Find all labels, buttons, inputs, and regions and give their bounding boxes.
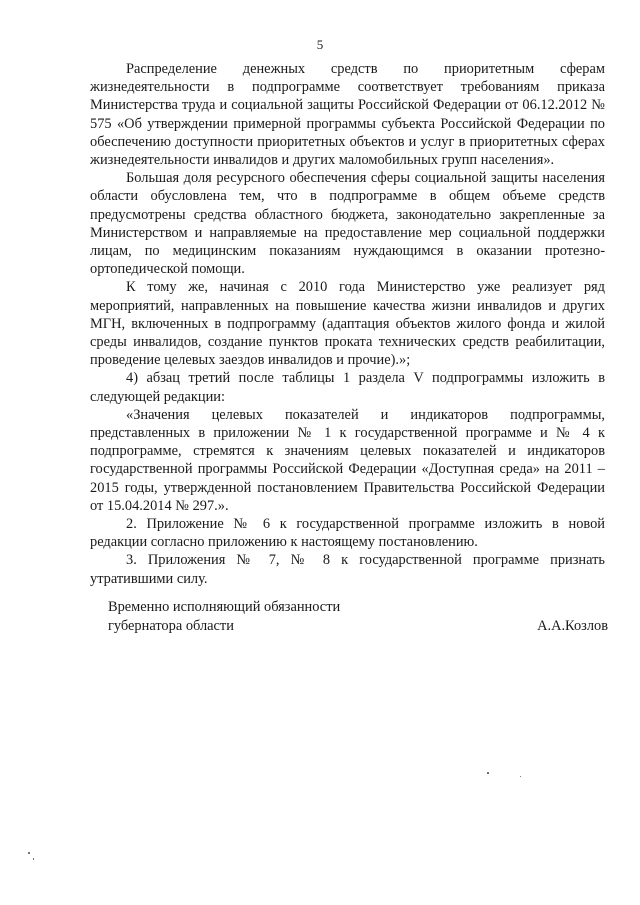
paragraph-item-2: 2. Приложение № 6 к государственной программе изложить в новой редакции согласно приложению к настоящему постановлению. [90, 516, 605, 551]
paragraph-item-3: 3. Приложения № 7, № 8 к государственной программе признать утратившими силу. [90, 552, 605, 587]
page-number: 5 [316, 37, 324, 52]
paragraph-ministry-measures: К тому же, начиная с 2010 года Министерство уже реализует ряд мероприятий, направленных на повышение качества жизни инвалидов и других МГН, включенных в подпрограмму (адаптация объектов жилого фонда и жилой среды инвалидов, создание пунктов проката технических средств реабилитации, проведение целевых заездов инвалидов и прочие).»; [90, 279, 605, 369]
paragraph-distribution: Распределение денежных средств по приоритетным сферам жизнедеятельности в подпрограмме соответствует требованиям приказа Министерства труда и социальной защиты Российской Федерации от 06.12.2012 № 575 «Об утверждении примерной программы субъекта Российской Федерации по обеспечению доступности приоритетных объектов и услуг в приоритетных сферах жизнедеятельности инвалидов и других маломобильных групп населения». [90, 61, 605, 169]
signature-block [108, 598, 610, 636]
signatory-name: А.А.Козлов [537, 618, 608, 634]
scan-speck [33, 858, 34, 860]
signatory-title-line-1: Временно исполняющий обязанности [108, 599, 341, 615]
signatory-title-line-2: губернатора области [108, 618, 234, 634]
paragraph-quoted-indicators: «Значения целевых показателей и индикаторов подпрограммы, представленных в приложении № 1 к государственной программе и № 4 к подпрограмме, стремятся к значениям целевых показателей и индикаторов государственной программы Российской Федерации «Доступная среда» на 2011 – 2015 годы, утвержденной постановлением Правительства Российской Федерации от 15.04.2014 № 297.». [90, 406, 605, 514]
scan-speck [487, 772, 489, 774]
paragraph-item-4: 4) абзац третий после таблицы 1 раздела V подпрограммы изложить в следующей редакции: [90, 370, 605, 405]
document-body [90, 60, 605, 588]
paragraph-resource-share: Большая доля ресурсного обеспечения сферы социальной защиты населения области обусловлена тем, что в подпрограмме в общем объеме средств предусмотрены средства областного бюджета, законодательно закрепленные за Министерством и направляемые на предоставление мер социальной поддержки лицам, по медицинским показаниям нуждающимся в оказании протезно-ортопедической помощи. [90, 170, 605, 278]
scan-speck [520, 776, 521, 777]
scan-speck [28, 852, 30, 854]
